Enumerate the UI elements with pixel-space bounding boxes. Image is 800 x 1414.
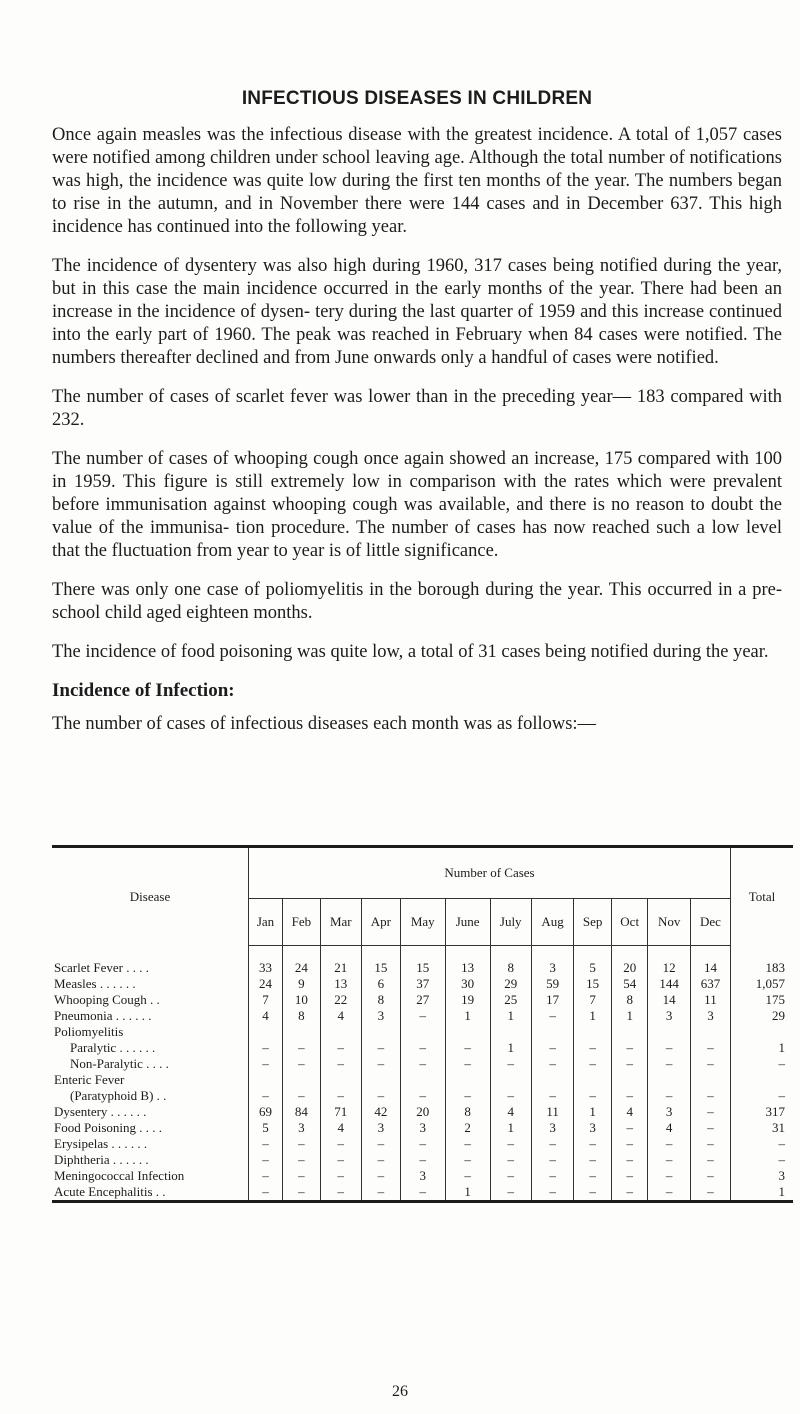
- disease-name: Food Poisoning . . . .: [52, 1120, 249, 1136]
- case-count-cell: [690, 1072, 730, 1088]
- paragraph-whooping-cough: The number of cases of whooping cough once again showed an increase, 175 compared with 100 in 1959. This figure is still extremely low in comparison with the rates which were prevalent before immunisation against whooping cough was available, and there is no reason to doubt the value of the immunisa- tion procedure. The number of cases has now reached such a low level that the fluctuation from year to year is of little significance.: [52, 449, 782, 561]
- case-count-cell: 71: [320, 1104, 361, 1120]
- case-count-cell: 637: [690, 976, 730, 992]
- case-count-cell: 15: [400, 946, 445, 977]
- case-count-cell: [320, 1072, 361, 1088]
- month-header-june: June: [445, 899, 490, 946]
- case-count-cell: 1: [574, 1104, 612, 1120]
- case-count-cell: 3: [648, 1008, 690, 1024]
- case-count-cell: –: [283, 1040, 321, 1056]
- case-count-cell: –: [611, 1040, 647, 1056]
- case-count-cell: 37: [400, 976, 445, 992]
- case-count-cell: [445, 1072, 490, 1088]
- case-count-cell: –: [574, 1056, 612, 1072]
- table-row: [52, 1056, 793, 1072]
- case-count-cell: –: [400, 1088, 445, 1104]
- total-cell: [731, 1072, 794, 1088]
- case-count-cell: –: [611, 1184, 647, 1202]
- case-count-cell: –: [648, 1168, 690, 1184]
- case-count-cell: 24: [283, 946, 321, 977]
- month-header-nov: Nov: [648, 899, 690, 946]
- case-count-cell: 69: [249, 1104, 283, 1120]
- total-cell: 317: [765, 1104, 785, 1119]
- case-count-cell: –: [320, 1168, 361, 1184]
- case-count-cell: 33: [249, 946, 283, 977]
- disease-header: Disease: [52, 847, 249, 946]
- case-count-cell: –: [690, 1088, 730, 1104]
- case-count-cell: –: [611, 1088, 647, 1104]
- total-cell: –: [778, 1088, 785, 1103]
- case-count-cell: 4: [490, 1104, 531, 1120]
- case-count-cell: 3: [531, 1120, 573, 1136]
- month-header-aug: Aug: [531, 899, 573, 946]
- case-count-cell: 12: [648, 946, 690, 977]
- case-count-cell: 4: [320, 1008, 361, 1024]
- paragraph-poliomyelitis: There was only one case of poliomyelitis in the borough during the year. This occurred in a pre-school child aged eighteen months.: [52, 580, 782, 623]
- case-count-cell: [361, 1072, 400, 1088]
- section-heading: Incidence of Infection:: [52, 680, 235, 701]
- case-count-cell: 1: [611, 1008, 647, 1024]
- table-row: [52, 1072, 793, 1088]
- month-header-dec: Dec: [690, 899, 730, 946]
- case-count-cell: –: [574, 1136, 612, 1152]
- table-row: [52, 1168, 793, 1184]
- disease-name: Diphtheria . . . . . .: [52, 1152, 249, 1168]
- case-count-cell: [574, 1024, 612, 1040]
- case-count-cell: [648, 1024, 690, 1040]
- total-cell: 31: [772, 1120, 785, 1135]
- case-count-cell: –: [690, 1104, 730, 1120]
- disease-name: Acute Encephalitis . .: [52, 1184, 249, 1202]
- case-count-cell: 29: [490, 976, 531, 992]
- case-count-cell: 24: [249, 976, 283, 992]
- page-content: [52, 88, 782, 735]
- month-header-may: May: [400, 899, 445, 946]
- case-count-cell: –: [574, 1184, 612, 1202]
- case-count-cell: –: [249, 1056, 283, 1072]
- case-count-cell: –: [361, 1056, 400, 1072]
- case-count-cell: –: [690, 1152, 730, 1168]
- month-header-apr: Apr: [361, 899, 400, 946]
- case-count-cell: 4: [648, 1120, 690, 1136]
- case-count-cell: –: [249, 1168, 283, 1184]
- case-count-cell: [445, 1024, 490, 1040]
- case-count-cell: [611, 1072, 647, 1088]
- case-count-cell: –: [574, 1040, 612, 1056]
- case-count-cell: –: [320, 1040, 361, 1056]
- case-count-cell: –: [490, 1152, 531, 1168]
- case-count-cell: –: [490, 1088, 531, 1104]
- case-count-cell: –: [531, 1184, 573, 1202]
- case-count-cell: –: [574, 1168, 612, 1184]
- disease-name: Scarlet Fever . . . .: [52, 946, 249, 977]
- case-count-cell: [249, 1072, 283, 1088]
- table-row: [52, 976, 793, 992]
- total-cell: 1: [778, 1040, 785, 1055]
- case-count-cell: –: [400, 1008, 445, 1024]
- case-count-cell: 20: [611, 946, 647, 977]
- case-count-cell: 7: [574, 992, 612, 1008]
- case-count-cell: [611, 1024, 647, 1040]
- case-count-cell: [400, 1024, 445, 1040]
- case-count-cell: –: [283, 1168, 321, 1184]
- case-count-cell: 1: [490, 1008, 531, 1024]
- case-count-cell: –: [648, 1040, 690, 1056]
- case-count-cell: –: [690, 1040, 730, 1056]
- case-count-cell: –: [445, 1040, 490, 1056]
- case-count-cell: –: [445, 1088, 490, 1104]
- case-count-cell: –: [648, 1056, 690, 1072]
- case-count-cell: 5: [574, 946, 612, 977]
- paragraph-measles: Once again measles was the infectious disease with the greatest incidence. A total of 1,057 cases were notified among children under school leaving age. Although the total number of notifications was high, the incidence was quite low during the first ten months of the year. The numbers began to rise in the autumn, and in November there were 144 cases and in December 637. This high incidence has continued into the following year.: [52, 125, 782, 237]
- case-count-cell: –: [320, 1056, 361, 1072]
- case-count-cell: 15: [361, 946, 400, 977]
- case-count-cell: –: [400, 1184, 445, 1202]
- case-count-cell: 15: [574, 976, 612, 992]
- case-count-cell: –: [648, 1152, 690, 1168]
- disease-name: Non-Paralytic . . . .: [52, 1056, 249, 1072]
- table-row: [52, 1152, 793, 1168]
- number-of-cases-header: Number of Cases: [249, 847, 731, 899]
- case-count-cell: –: [283, 1152, 321, 1168]
- case-count-cell: –: [249, 1088, 283, 1104]
- table-row: [52, 1040, 793, 1056]
- total-cell: [731, 1024, 794, 1040]
- case-count-cell: –: [361, 1088, 400, 1104]
- case-count-cell: 2: [445, 1120, 490, 1136]
- case-count-cell: 8: [611, 992, 647, 1008]
- disease-name: Meningococcal Infection: [52, 1168, 249, 1184]
- case-count-cell: –: [361, 1152, 400, 1168]
- case-count-cell: –: [648, 1184, 690, 1202]
- case-count-cell: –: [690, 1136, 730, 1152]
- paragraph-scarlet-fever: The number of cases of scarlet fever was lower than in the preceding year— 183 compared with 232.: [52, 387, 782, 430]
- case-count-cell: –: [445, 1136, 490, 1152]
- case-count-cell: –: [531, 1168, 573, 1184]
- disease-name: Poliomyelitis: [52, 1024, 249, 1040]
- case-count-cell: –: [400, 1152, 445, 1168]
- case-count-cell: 3: [361, 1008, 400, 1024]
- case-count-cell: 3: [690, 1008, 730, 1024]
- case-count-cell: –: [648, 1088, 690, 1104]
- case-count-cell: 10: [283, 992, 321, 1008]
- table-body: [52, 946, 793, 1202]
- case-count-cell: [690, 1024, 730, 1040]
- table-row: [52, 992, 793, 1008]
- case-count-cell: –: [611, 1056, 647, 1072]
- case-count-cell: 8: [283, 1008, 321, 1024]
- month-header-jan: Jan: [249, 899, 283, 946]
- case-count-cell: –: [361, 1168, 400, 1184]
- table-row: [52, 1024, 793, 1040]
- case-count-cell: 13: [445, 946, 490, 977]
- case-count-cell: 144: [648, 976, 690, 992]
- case-count-cell: 59: [531, 976, 573, 992]
- case-count-cell: 17: [531, 992, 573, 1008]
- disease-name: Whooping Cough . .: [52, 992, 249, 1008]
- case-count-cell: 13: [320, 976, 361, 992]
- month-header-mar: Mar: [320, 899, 361, 946]
- case-count-cell: 20: [400, 1104, 445, 1120]
- case-count-cell: [283, 1072, 321, 1088]
- case-count-cell: 1: [445, 1008, 490, 1024]
- case-count-cell: 4: [611, 1104, 647, 1120]
- paragraph-dysentery: The incidence of dysentery was also high during 1960, 317 cases being notified during the year, but in this case the main incidence occurred in the early months of the year. There had been an increase in the incidence of dysen- tery during the last quarter of 1959 and this increase continued into the early part of 1960. The peak was reached in February when 84 cases were notified. The numbers thereafter declined and from June onwards only a handful of cases were notified.: [52, 256, 782, 368]
- disease-name: Pneumonia . . . . . .: [52, 1008, 249, 1024]
- case-count-cell: –: [490, 1184, 531, 1202]
- case-count-cell: [361, 1024, 400, 1040]
- case-count-cell: –: [490, 1056, 531, 1072]
- disease-name: Enteric Fever: [52, 1072, 249, 1088]
- case-count-cell: [283, 1024, 321, 1040]
- case-count-cell: 3: [283, 1120, 321, 1136]
- case-count-cell: –: [690, 1184, 730, 1202]
- case-count-cell: –: [400, 1136, 445, 1152]
- case-count-cell: [249, 1024, 283, 1040]
- case-count-cell: –: [490, 1168, 531, 1184]
- case-count-cell: –: [531, 1056, 573, 1072]
- total-cell: 1,057: [755, 976, 785, 991]
- case-count-cell: 27: [400, 992, 445, 1008]
- total-cell: –: [778, 1152, 785, 1167]
- case-count-cell: [648, 1072, 690, 1088]
- disease-name: Paralytic . . . . . .: [52, 1040, 249, 1056]
- case-count-cell: –: [283, 1136, 321, 1152]
- case-count-cell: 3: [361, 1120, 400, 1136]
- case-count-cell: 11: [531, 1104, 573, 1120]
- case-count-cell: –: [320, 1136, 361, 1152]
- case-count-cell: [400, 1072, 445, 1088]
- case-count-cell: 54: [611, 976, 647, 992]
- case-count-cell: 7: [249, 992, 283, 1008]
- case-count-cell: 8: [445, 1104, 490, 1120]
- case-count-cell: –: [690, 1056, 730, 1072]
- case-count-cell: [531, 1024, 573, 1040]
- disease-name: Dysentery . . . . . .: [52, 1104, 249, 1120]
- total-cell: 1: [778, 1184, 785, 1199]
- case-count-cell: 3: [648, 1104, 690, 1120]
- case-count-cell: –: [531, 1040, 573, 1056]
- case-count-cell: –: [611, 1120, 647, 1136]
- case-count-cell: –: [574, 1088, 612, 1104]
- table-row: [52, 1120, 793, 1136]
- total-cell: 29: [772, 1008, 785, 1023]
- case-count-cell: 42: [361, 1104, 400, 1120]
- month-header-oct: Oct: [611, 899, 647, 946]
- case-count-cell: –: [490, 1136, 531, 1152]
- table-row: [52, 1088, 793, 1104]
- case-count-cell: –: [249, 1184, 283, 1202]
- case-count-cell: –: [320, 1088, 361, 1104]
- case-count-cell: 14: [648, 992, 690, 1008]
- case-count-cell: 3: [400, 1120, 445, 1136]
- paragraph-food-poisoning: The incidence of food poisoning was quite low, a total of 31 cases being notified during the year.: [52, 642, 769, 662]
- case-count-cell: 14: [690, 946, 730, 977]
- case-count-cell: [490, 1072, 531, 1088]
- case-count-cell: –: [283, 1056, 321, 1072]
- table-row: [52, 1136, 793, 1152]
- case-count-cell: [490, 1024, 531, 1040]
- case-count-cell: 21: [320, 946, 361, 977]
- case-count-cell: –: [690, 1168, 730, 1184]
- case-count-cell: 9: [283, 976, 321, 992]
- case-count-cell: 1: [445, 1184, 490, 1202]
- case-count-cell: –: [361, 1040, 400, 1056]
- disease-name: Erysipelas . . . . . .: [52, 1136, 249, 1152]
- case-count-cell: 84: [283, 1104, 321, 1120]
- case-count-cell: 6: [361, 976, 400, 992]
- case-count-cell: 3: [531, 946, 573, 977]
- case-count-cell: 22: [320, 992, 361, 1008]
- case-count-cell: –: [574, 1152, 612, 1168]
- case-count-cell: 3: [400, 1168, 445, 1184]
- total-cell: 175: [765, 992, 785, 1007]
- case-count-cell: –: [400, 1040, 445, 1056]
- case-count-cell: –: [400, 1056, 445, 1072]
- case-count-cell: 4: [320, 1120, 361, 1136]
- page-title: INFECTIOUS DISEASES IN CHILDREN: [241, 88, 593, 109]
- case-count-cell: –: [611, 1136, 647, 1152]
- case-count-cell: 25: [490, 992, 531, 1008]
- case-count-cell: –: [531, 1088, 573, 1104]
- section-intro: The number of cases of infectious diseases each month was as follows:—: [52, 714, 597, 734]
- case-count-cell: 8: [361, 992, 400, 1008]
- table-row: [52, 1008, 793, 1024]
- case-count-cell: [320, 1024, 361, 1040]
- table-row: [52, 946, 793, 977]
- case-count-cell: –: [611, 1152, 647, 1168]
- case-count-cell: –: [361, 1136, 400, 1152]
- disease-name: (Paratyphoid B) . .: [52, 1088, 249, 1104]
- case-count-cell: [574, 1072, 612, 1088]
- case-count-cell: –: [531, 1152, 573, 1168]
- case-count-cell: –: [611, 1168, 647, 1184]
- case-count-cell: –: [648, 1136, 690, 1152]
- infection-table: [52, 845, 793, 1203]
- case-count-cell: –: [690, 1120, 730, 1136]
- table-row: [52, 1184, 793, 1202]
- case-count-cell: 1: [490, 1040, 531, 1056]
- case-count-cell: –: [445, 1168, 490, 1184]
- case-count-cell: –: [283, 1088, 321, 1104]
- disease-name: Measles . . . . . .: [52, 976, 249, 992]
- case-count-cell: –: [531, 1136, 573, 1152]
- case-count-cell: 19: [445, 992, 490, 1008]
- case-count-cell: –: [361, 1184, 400, 1202]
- case-count-cell: 11: [690, 992, 730, 1008]
- month-header-feb: Feb: [283, 899, 321, 946]
- table-row: [52, 1104, 793, 1120]
- case-count-cell: 3: [574, 1120, 612, 1136]
- case-count-cell: –: [320, 1184, 361, 1202]
- case-count-cell: –: [283, 1184, 321, 1202]
- case-count-cell: 5: [249, 1120, 283, 1136]
- total-header: Total: [731, 847, 794, 946]
- total-cell: –: [778, 1136, 785, 1151]
- total-cell: –: [778, 1056, 785, 1071]
- case-count-cell: –: [445, 1056, 490, 1072]
- month-header-sep: Sep: [574, 899, 612, 946]
- case-count-cell: [531, 1072, 573, 1088]
- case-count-cell: –: [249, 1136, 283, 1152]
- page-number: 26: [392, 1383, 408, 1400]
- total-cell: 3: [778, 1168, 785, 1183]
- case-count-cell: –: [445, 1152, 490, 1168]
- case-count-cell: –: [320, 1152, 361, 1168]
- case-count-cell: 1: [574, 1008, 612, 1024]
- month-header-july: July: [490, 899, 531, 946]
- case-count-cell: –: [249, 1152, 283, 1168]
- case-count-cell: –: [249, 1040, 283, 1056]
- total-cell: 183: [765, 959, 785, 975]
- case-count-cell: 8: [490, 946, 531, 977]
- case-count-cell: –: [531, 1008, 573, 1024]
- case-count-cell: 1: [490, 1120, 531, 1136]
- case-count-cell: 4: [249, 1008, 283, 1024]
- case-count-cell: 30: [445, 976, 490, 992]
